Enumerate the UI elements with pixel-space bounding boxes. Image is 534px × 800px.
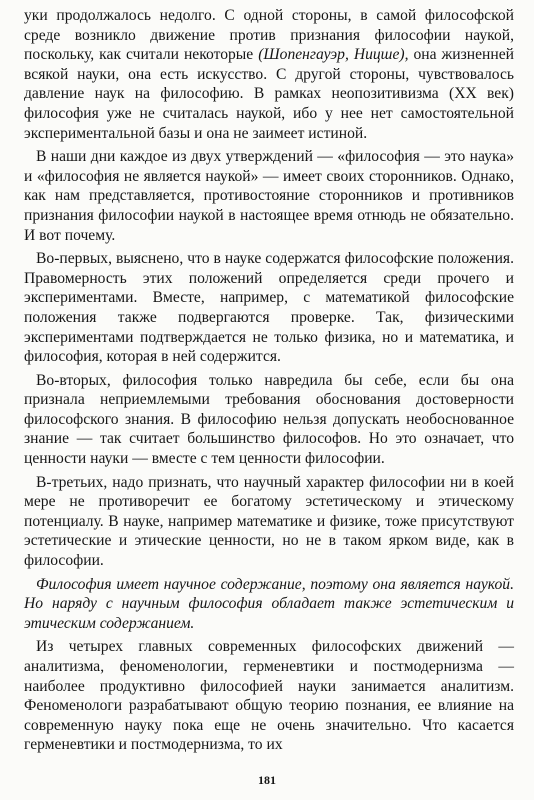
paragraph-3 bbox=[24, 249, 514, 367]
paragraph-1-philosophers-names: (Шопенгауэр, Ницше), bbox=[258, 46, 409, 64]
paragraph-4-text: Во-вторых, философия только навредила бы себе, если бы она признала неприемлемыми требования обоснования достоверности философского знания. В философию нельзя допускать необоснованное знание — так считает большинство философов. Но это означает, что ценности науки — вместе с тем ценности философии. bbox=[24, 371, 514, 468]
paragraph-3-text: Во-первых, выяснено, что в науке содержатся философские положения. Правомерность этих положений определяется среди прочего и экспериментами. Вместе, например, с математикой философские положения также подвергаются проверке. Так, физическими экспериментами подтверждается не только физика, но и математика, и философия, которая в ней содержится. bbox=[24, 250, 514, 366]
paragraph-2 bbox=[24, 147, 514, 245]
paragraph-7-text: Из четырех главных современных философских движений — аналитизма, феноменологии, герменевтики и постмодернизма — наиболее продуктивно философией науки занимается аналитизм. Феноменологи разрабатывают общую теорию познания, ее влияние на современную науку пока еще не очень значительно. Что касается герменевтики и постмодернизма, то их bbox=[24, 638, 514, 754]
paragraph-2-text: В наши дни каждое из двух утверждений — «философия — это наука» и «философия не является наукой» — имеет своих сторонников. Однако, как нам представляется, противостояние сторонников и противников признания философии наукой в настоящее время отнюдь не обязательно. И вот почему. bbox=[24, 148, 514, 244]
page-body-text bbox=[24, 6, 514, 759]
paragraph-5 bbox=[24, 473, 514, 571]
paragraph-4 bbox=[24, 371, 514, 469]
paragraph-6-italic-summary bbox=[24, 575, 514, 634]
paragraph-5-text: В-третьих, надо признать, что научный характер философии ни в коей мере не противоречит ее богатому эстетическому и этическому потенциалу. В науке, например математике и физике, тоже присутствуют эстетические и этические ценности, но не в таком ярком виде, как в философии. bbox=[24, 473, 514, 570]
paragraph-7 bbox=[24, 637, 514, 755]
paragraph-1-part-2: она жизненней всякой науки, она есть искусство. С другой стороны, чувствовалось давление наук на философию. В рамках неопозитивизма (XX век) философия уже не считалась наукой, ибо у нее нет самостоятельной экспериментальной базы и она не заимеет истиной. bbox=[24, 46, 514, 142]
paragraph-6-text: Философия имеет научное содержание, поэтому она является наукой. Но наряду с научным философия обладает также эстетическим и этическим содержанием. bbox=[24, 575, 514, 632]
paragraph-1-part-1: уки продолжалось недолго. С одной стороны, в самой философской среде возникло движение против признания философии наукой, поскольку, как считали некоторые bbox=[24, 7, 514, 64]
paragraph-1 bbox=[24, 6, 514, 143]
page-number: 181 bbox=[258, 773, 276, 787]
